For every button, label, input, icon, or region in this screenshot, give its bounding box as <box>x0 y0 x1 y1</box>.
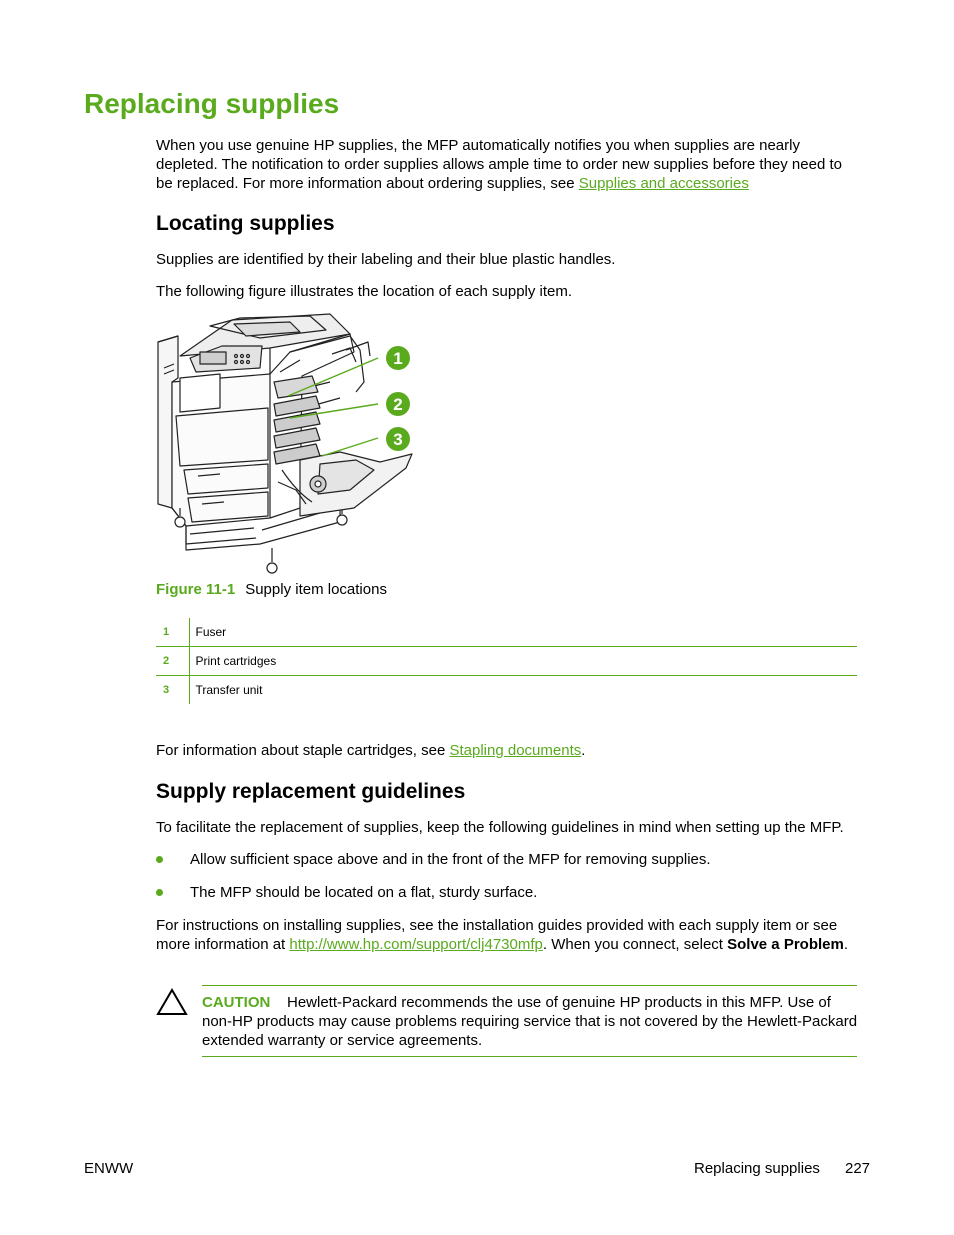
guidelines-intro: To facilitate the replacement of supplies, keep the following guidelines in mind when setting up the MFP. <box>156 819 844 836</box>
table-row <box>156 676 857 705</box>
page-number: 227 <box>845 1160 871 1177</box>
solve-a-problem-text: Solve a Problem <box>727 936 844 953</box>
bullet-icon <box>156 856 163 863</box>
legend-text: Print cartridges <box>189 647 857 676</box>
bullet-icon <box>156 889 163 896</box>
figure-caption-text: Supply item locations <box>245 581 387 598</box>
caution-text: Hewlett-Packard recommends the use of genuine HP products in this MFP. Use of non-HP products may cause problems requiring service that is not covered by the Hewlett-Packard extended warranty or service agreements. <box>202 994 858 1049</box>
footer-section: Replacing supplies <box>694 1160 820 1177</box>
staple-text: For information about staple cartridges, see <box>156 742 450 759</box>
install-mid: . When you connect, select <box>542 936 728 953</box>
callout-1-label: 1 <box>393 349 403 368</box>
install-paragraph <box>156 916 861 954</box>
locating-paragraph-1: Supplies are identified by their labeling and their blue plastic handles. <box>156 251 616 268</box>
legend-text: Fuser <box>195 625 227 639</box>
page-title: Replacing supplies <box>84 88 340 119</box>
supplies-and-accessories-link[interactable]: Supplies and accessories <box>578 175 749 192</box>
figure-label: Figure 11-1 <box>156 581 236 598</box>
hp-support-link[interactable]: http://www.hp.com/support/clj4730mfp <box>289 936 543 953</box>
locating-supplies-heading: Locating supplies <box>156 212 335 235</box>
intro-paragraph <box>156 136 861 193</box>
legend-number: 1 <box>156 618 189 647</box>
staple-end: . <box>581 742 586 759</box>
install-text: For instructions on installing supplies, see the installation guides provided with each supply item or see more information at <box>156 917 838 953</box>
callout-3-label: 3 <box>393 430 403 449</box>
intro-text: When you use genuine HP supplies, the MFP automatically notifies you when supplies are nearly depleted. The notification to order supplies allows ample time to order new supplies before they need to be replaced. For more information about ordering supplies, see <box>156 137 842 192</box>
caution-paragraph <box>202 993 862 1050</box>
legend-number: 2 <box>156 647 189 676</box>
caution-icon <box>156 988 188 1016</box>
table-row <box>156 618 857 647</box>
caution-box <box>202 985 857 1057</box>
figure-legend-table <box>156 618 857 704</box>
table-row <box>156 647 857 676</box>
callout-2-label: 2 <box>393 395 403 414</box>
staple-paragraph <box>156 741 861 760</box>
legend-number: 3 <box>156 676 189 705</box>
stapling-documents-link[interactable]: Stapling documents <box>449 742 582 759</box>
supply-guidelines-heading: Supply replacement guidelines <box>156 780 466 803</box>
legend-text: Transfer unit <box>189 676 857 705</box>
figure-caption <box>156 581 387 598</box>
install-end: . <box>843 936 849 953</box>
locating-paragraph-2: The following figure illustrates the location of each supply item. <box>156 283 573 300</box>
footer-left: ENWW <box>84 1160 134 1177</box>
caution-label: CAUTION <box>202 994 271 1011</box>
mfp-supply-illustration <box>150 312 420 578</box>
bullet-text: Allow sufficient space above and in the front of the MFP for removing supplies. <box>190 851 711 868</box>
bullet-text: The MFP should be located on a flat, sturdy surface. <box>190 884 538 901</box>
